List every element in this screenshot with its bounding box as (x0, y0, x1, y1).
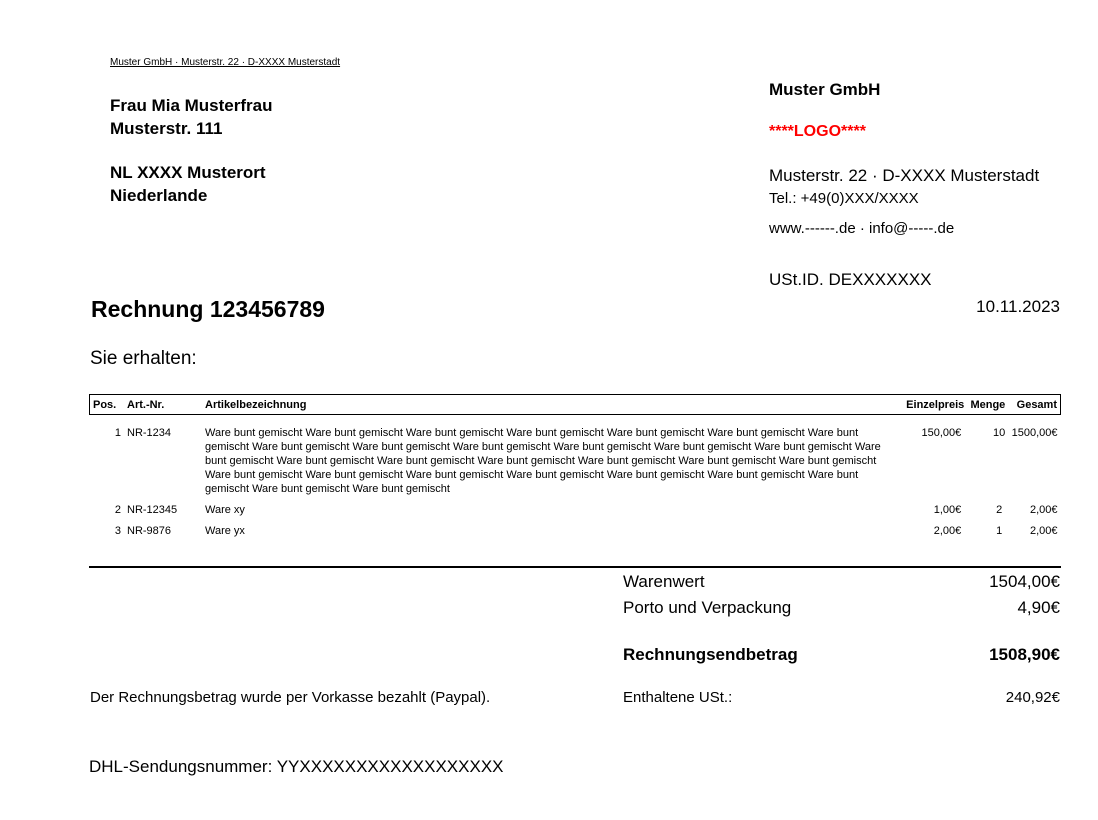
row-art-nr: NR-9876 (127, 525, 172, 537)
row-description: Ware xy (205, 504, 245, 516)
row-pos: 3 (114, 525, 121, 537)
invoice-intro: Sie erhalten: (90, 348, 197, 369)
payment-note: Der Rechnungsbetrag wurde per Vorkasse bezahlt (Paypal). (90, 689, 491, 706)
invoice-title: Rechnung 123456789 (91, 296, 325, 322)
row-pos: 1 (114, 427, 121, 439)
company-vat-id: USt.ID. DEXXXXXXX (769, 270, 932, 289)
header-quantity: Menge (964, 395, 1005, 415)
table-row (90, 415, 1061, 504)
company-phone: Tel.: +49(0)XXX/XXXX (769, 190, 919, 207)
row-unit-price: 1,00€ (933, 504, 962, 516)
table-header-row (90, 395, 1061, 415)
recipient-city: NL XXXX Musterort (110, 163, 266, 182)
recipient-street: Musterstr. 111 (110, 119, 223, 138)
header-pos: Pos. (90, 395, 125, 415)
row-pos: 2 (114, 504, 121, 516)
goods-value-amount: 1504,00€ (989, 572, 1060, 591)
summary-divider (89, 566, 1061, 568)
goods-value-label: Warenwert (623, 572, 705, 591)
header-art-nr: Art.-Nr. (124, 395, 202, 415)
table-row (90, 503, 1061, 524)
shipping-label: Porto und Verpackung (623, 598, 792, 617)
row-total: 2,00€ (1029, 525, 1058, 537)
recipient-country: Niederlande (110, 186, 208, 205)
sender-return-address: Muster GmbH · Musterstr. 22 · D-XXXX Musterstadt (110, 57, 341, 68)
company-name: Muster GmbH (769, 80, 881, 99)
row-quantity: 1 (996, 525, 1003, 537)
row-description: Ware yx (205, 525, 245, 537)
row-unit-price: 2,00€ (933, 525, 962, 537)
row-total: 2,00€ (1029, 504, 1058, 516)
company-address: Musterstr. 22 · D-XXXX Musterstadt (769, 166, 1040, 185)
row-total: 1500,00€ (1011, 427, 1058, 439)
header-total: Gesamt (1005, 395, 1060, 415)
invoice-total-label: Rechnungsendbetrag (623, 645, 798, 664)
row-art-nr: NR-1234 (127, 427, 172, 439)
row-quantity: 2 (996, 504, 1003, 516)
header-unit-price: Einzelpreis (898, 395, 964, 415)
tracking-number: DHL-Sendungsnummer: YYXXXXXXXXXXXXXXXXXX (89, 757, 504, 776)
row-quantity: 10 (993, 427, 1006, 439)
table-row (90, 524, 1061, 545)
vat-label: Enthaltene USt.: (623, 689, 733, 706)
shipping-amount: 4,90€ (1017, 598, 1060, 617)
recipient-name: Frau Mia Musterfrau (110, 96, 273, 115)
invoice-total-amount: 1508,90€ (989, 645, 1060, 664)
company-logo: ****LOGO**** (769, 123, 866, 140)
company-web-email: www.------.de · info@-----.de (769, 220, 955, 237)
row-unit-price: 150,00€ (921, 427, 962, 439)
items-table (89, 394, 1061, 545)
invoice-date: 10.11.2023 (976, 297, 1060, 316)
row-description: Ware bunt gemischt Ware bunt gemischt Ware bunt gemischt Ware bunt gemischt Ware bunt gemischt Ware bunt gemischt Ware bunt gemischt Ware bunt gemischt Ware bunt gemischt Ware bunt gemischt Ware bunt gemischt Ware bunt gemischt Ware bunt gemischt Ware bunt gemischt Ware bunt gemischt Ware bunt gemischt Ware bunt gemischt Ware bunt gemischt Ware bunt gemischt Ware bunt gemischt Ware bunt gemischt Ware bunt gemischt Ware bunt gemischt Ware bunt gemischt Ware bunt gemischt Ware bunt gemischt Ware bunt gemischt Ware bunt gemischt Ware bunt gemischt (205, 427, 881, 495)
vat-amount: 240,92€ (1005, 689, 1060, 706)
row-art-nr: NR-12345 (127, 504, 178, 516)
header-description: Artikelbezeichnung (202, 395, 898, 415)
